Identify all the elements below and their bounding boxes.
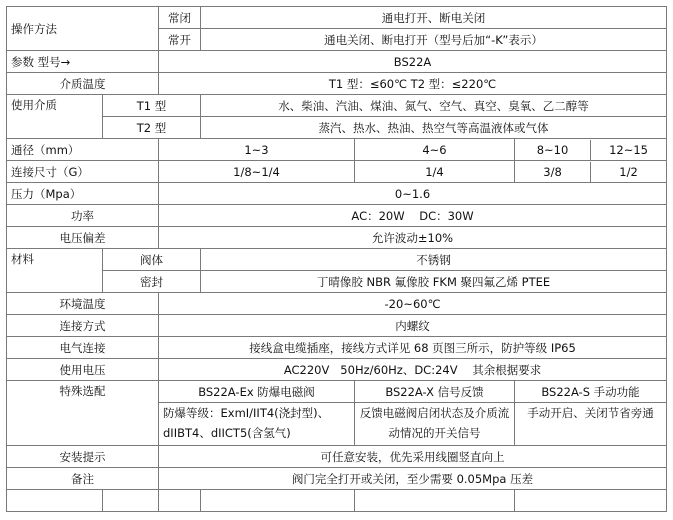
- special-option-1-desc: 防爆等级：ExmI/IIT4(浇封型)、dIIBT4、dIICT5(含氢气): [159, 403, 355, 446]
- remarks-label: 备注: [7, 468, 159, 490]
- row-media-t2: [7, 117, 667, 139]
- material-body-value: 不锈钢: [201, 249, 667, 271]
- connection-size-value-3: [515, 161, 667, 183]
- operation-label: 操作方法: [7, 7, 159, 51]
- normally-open-value: 通电关闭、断电打开（型号后加“-K”表示）: [201, 29, 667, 51]
- material-body-label: 阀体: [103, 249, 201, 271]
- row-power: [7, 205, 667, 227]
- electrical-label: 电气连接: [7, 337, 159, 359]
- media-t1-value: 水、柴油、汽油、煤油、氮气、空气、真空、臭氧、乙二醇等: [201, 95, 667, 117]
- connection-size-value-2: 1/4: [355, 161, 515, 183]
- ambient-temp-label: 环境温度: [7, 293, 159, 315]
- power-label: 功率: [7, 205, 159, 227]
- special-option-1-title: BS22A-Ex 防爆电磁阀: [159, 381, 355, 403]
- voltage-deviation-value: 允许波动±10%: [159, 227, 667, 249]
- connection-size-label: 连接尺寸（G）: [7, 161, 159, 183]
- connect-method-value: 内螺纹: [159, 315, 667, 337]
- special-label: 特殊选配: [7, 381, 159, 446]
- row-electrical: [7, 337, 667, 359]
- row-remarks: [7, 468, 667, 490]
- bore-label: 通径（mm）: [7, 139, 159, 161]
- empty-cell-1: [7, 490, 103, 512]
- model-label: 参数 型号→: [7, 51, 159, 73]
- bore-value-4: 12~15: [609, 142, 648, 157]
- row-voltage: [7, 359, 667, 381]
- model-value: BS22A: [159, 51, 667, 73]
- material-seal-value: 丁晴像胶 NBR 氟像胶 FKM 聚四氟乙烯 PTEE: [201, 271, 667, 293]
- normally-closed-value: 通电打开、断电关闭: [201, 7, 667, 29]
- bore-value-1: 1~3: [159, 139, 355, 161]
- bore-value-3-text: 8~10: [515, 140, 591, 160]
- material-label: 材料: [7, 249, 103, 293]
- special-option-2-title: BS22A-X 信号反馈: [355, 381, 515, 403]
- material-seal-label: 密封: [103, 271, 201, 293]
- row-connect-method: [7, 315, 667, 337]
- media-t2-value: 蒸汽、热水、热油、热空气等高温液体或气体: [201, 117, 667, 139]
- install-value: 可任意安装，优先采用线圈竖直向上: [159, 446, 667, 468]
- electrical-value: 接线盒电缆插座，接线方式详见 68 页图三所示，防护等级 IP65: [159, 337, 667, 359]
- bore-value-3: [515, 139, 667, 161]
- connection-size-value-1: 1/8~1/4: [159, 161, 355, 183]
- row-operation: [7, 7, 667, 29]
- empty-cell-3: [159, 490, 201, 512]
- empty-cell-4: [201, 490, 355, 512]
- row-material-body: [7, 249, 667, 271]
- ambient-temp-value: -20~60℃: [159, 293, 667, 315]
- row-special-titles: [7, 381, 667, 403]
- row-ambient-temp: [7, 293, 667, 315]
- row-material-seal: [7, 271, 667, 293]
- special-option-3-desc: 手动开启、关闭节省旁通: [515, 403, 667, 446]
- special-option-2-desc: 反馈电磁阀启闭状态及介质流动情况的开关信号: [355, 403, 515, 446]
- spec-table: [6, 6, 667, 512]
- row-empty: [7, 490, 667, 512]
- connect-method-label: 连接方式: [7, 315, 159, 337]
- row-pressure: [7, 183, 667, 205]
- row-bore: [7, 139, 667, 161]
- empty-cell-5: [355, 490, 515, 512]
- power-value: AC：20W DC：30W: [159, 205, 667, 227]
- special-option-3-title: BS22A-S 手动功能: [515, 381, 667, 403]
- media-t2-label: T2 型: [103, 117, 201, 139]
- install-label: 安装提示: [7, 446, 159, 468]
- voltage-deviation-label: 电压偏差: [7, 227, 159, 249]
- medium-temp-value: T1 型：≤60℃ T2 型：≤220℃: [159, 73, 667, 95]
- empty-cell-2: [103, 490, 159, 512]
- empty-cell-6: [515, 490, 667, 512]
- row-media-t1: [7, 95, 667, 117]
- row-model: [7, 51, 667, 73]
- row-connection-size: [7, 161, 667, 183]
- pressure-value: 0~1.6: [159, 183, 667, 205]
- voltage-label: 使用电压: [7, 359, 159, 381]
- row-medium-temp: [7, 73, 667, 95]
- normally-closed-label: 常闭: [159, 7, 201, 29]
- medium-temp-label: 介质温度: [7, 73, 159, 95]
- media-label: 使用介质: [7, 95, 103, 139]
- connection-size-value-3-text: 3/8: [515, 162, 591, 182]
- voltage-value: AC220V 50Hz/60Hz、DC:24V 其余根据要求: [159, 359, 667, 381]
- row-voltage-deviation: [7, 227, 667, 249]
- media-t1-label: T1 型: [103, 95, 201, 117]
- remarks-value: 阀门完全打开或关闭，至少需要 0.05Mpa 压差: [159, 468, 667, 490]
- row-install: [7, 446, 667, 468]
- pressure-label: 压力（Mpa）: [7, 183, 159, 205]
- connection-size-value-4: 1/2: [619, 164, 638, 179]
- bore-value-2: 4~6: [355, 139, 515, 161]
- normally-open-label: 常开: [159, 29, 201, 51]
